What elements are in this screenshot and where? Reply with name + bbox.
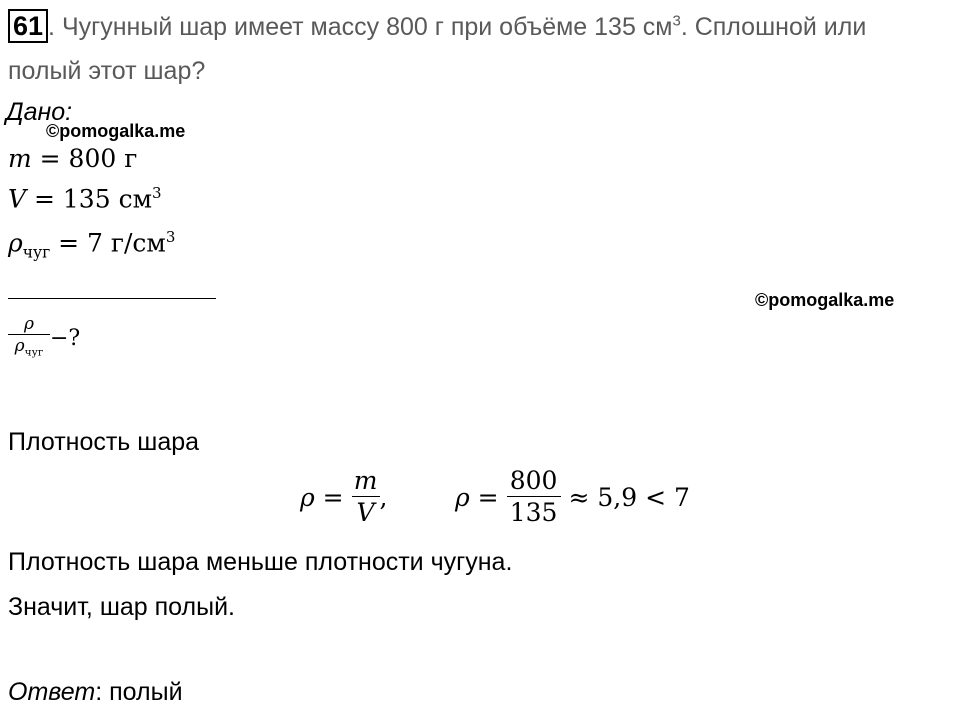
density-symbol: ρ [8,228,23,258]
density-sub: чуг [22,243,51,262]
given-divider [8,298,216,299]
problem-number-suffix: . [48,13,55,41]
solution-heading: Плотность шара [8,428,200,456]
problem-text-part2: . Сплошной или [680,13,867,41]
find-denominator-sub: чуг [24,346,44,359]
watermark-right: ©pomogalka.me [755,290,895,310]
problem-statement-line1 [8,9,866,43]
formula1-numerator: m [353,466,378,495]
mass-symbol: m [8,144,32,173]
formula2-numerator: 800 [509,466,558,495]
answer [8,678,183,707]
answer-text: : полый [95,678,183,706]
problem-text-sup: 3 [672,12,681,30]
problem-statement-line2: полый этот шар? [8,57,206,85]
find-numerator: ρ [24,314,34,334]
given-label: Дано: [6,98,73,126]
solution-line1: Плотность шара меньше плотности чугуна. [8,548,513,576]
solution-line2: Значит, шар полый. [8,593,235,621]
find-fraction [8,314,50,363]
find-tail: −? [50,326,81,352]
formula1-denominator: V [356,498,375,527]
volume-value: = 135 см [26,184,153,214]
density-value: = 7 г/см [50,228,166,258]
volume-symbol: V [8,184,27,214]
given-mass [8,144,137,173]
formula1-fraction [352,466,380,529]
formula-calculation [455,466,690,529]
mass-value: = 800 г [31,144,138,173]
formula1-lhs: ρ = [300,483,352,512]
given-volume [8,184,162,213]
formula1-comma: , [379,483,388,512]
formula-density [300,466,388,529]
formula2-tail: ≈ 5,9 < 7 [560,483,690,512]
given-density [8,228,175,261]
formula2-denominator: 135 [509,498,558,527]
watermark-top: ©pomogalka.me [46,121,186,141]
formula2-lhs: ρ = [455,483,507,512]
volume-sup: 3 [152,184,162,202]
answer-label: Ответ [8,678,96,706]
problem-number: 61 [8,9,48,43]
formula2-fraction [507,466,561,529]
problem-text-part1: Чугунный шар имеет массу 800 г при объёме 135 см [61,13,673,41]
find-expression [8,314,80,363]
find-denominator: $\rho_{чуг}$ [14,336,44,359]
density-sup: 3 [165,228,176,246]
